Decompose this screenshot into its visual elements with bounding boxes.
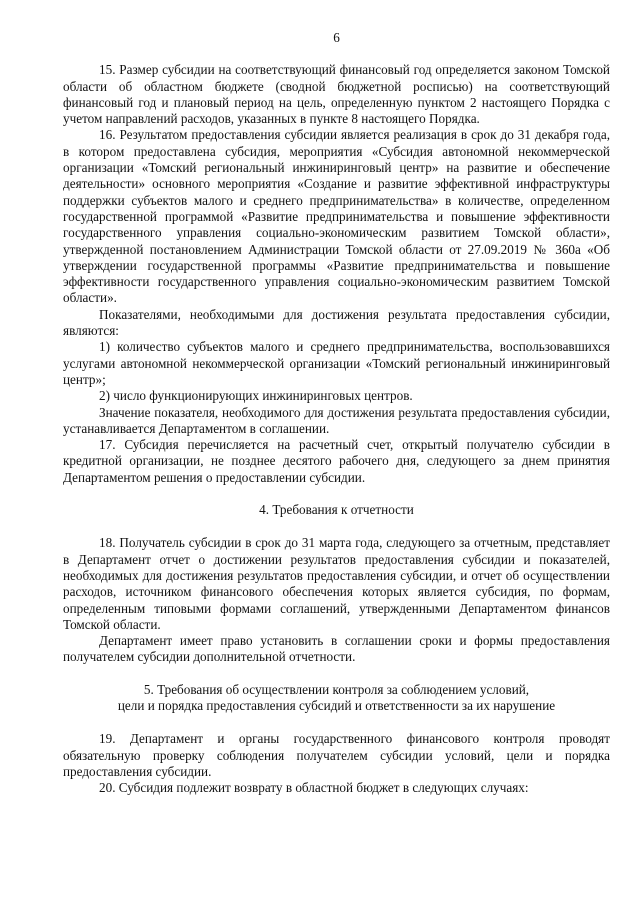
paragraph-16: 16. Результатом предоставления субсидии является реализация в срок до 31 декабря года, в котором предоставлена субсидия, мероприятия «Субсидия автономной некоммерческой организации «Томский региональный инжиниринговый центр» на развитие и обеспечение деятельности» основного мероприятия «Создание и развитие эффективной инфраструктуры поддержки субъектов малого и среднего предпринимательства» в количестве, определенном государственной программой «Развитие предпринимательства и повышение эффективности государственного управления социально-экономическим развитием Томской области», утвержденной постановлением Администрации Томской области от 27.09.2019 № 360а «Об утверждении государственной программы «Развитие предпринимательства и повышение эффективности государственного управления социально-экономическим развитием Томской области». [63,127,610,306]
paragraph-18: 18. Получатель субсидии в срок до 31 марта года, следующего за отчетным, представляет в Департамент отчет о достижении результатов предоставления субсидии и показателей, необходимых для достижения результатов предоставления субсидии, и отчет об осуществлении расходов, источником финансового обеспечения которых является субсидия, по формам, определенным типовыми формами соглашений, утвержденными Департаментом финансов Томской области. [63,535,610,632]
section-5-heading-line-2: цели и порядка предоставления субсидий и ответственности за их нарушение [117,697,556,713]
list-item-1: 1) количество субъектов малого и среднего предпринимательства, воспользовавшихся услугами автономной некоммерческой организации «Томский региональный инжиниринговый центр»; [63,339,610,387]
paragraph-17: 17. Субсидия перечисляется на расчетный счет, открытый получателю субсидии в кредитной организации, не позднее десятого рабочего дня, следующего за днем принятия Департаментом решения о предоставлении субсидии. [63,437,610,485]
paragraph-19: 19. Департамент и органы государственного финансового контроля проводят обязательную проверку соблюдения получателем субсидии условий, цели и порядка предоставления субсидии. [63,731,610,779]
paragraph-indicators-intro: Показателями, необходимыми для достижения результата предоставления субсидии, являются: [63,306,610,339]
section-4-heading: 4. Требования к отчетности [259,502,414,518]
paragraph-indicator-value: Значение показателя, необходимого для достижения результата предоставления субсидии, устанавливается Департаментом в соглашении. [63,404,610,436]
section-5-heading [63,682,610,715]
list-item-2: 2) число функционирующих инжиниринговых центров. [99,388,413,404]
paragraph-15: 15. Размер субсидии на соответствующий финансовый год определяется законом Томской области об областном бюджете (сводной бюджетной росписью) на соответствующий финансовый год и плановый период на цель, определенную пунктом 2 настоящего Порядка с учетом направлений расходов, указанных в пункте 8 настоящего Порядка. [63,62,610,127]
page-number: 6 [333,30,340,45]
paragraph-additional-reporting: Департамент имеет право установить в соглашении сроки и формы предоставления получателем субсидии дополнительной отчетности. [63,633,610,665]
paragraph-20: 20. Субсидия подлежит возврату в областной бюджет в следующих случаях: [99,780,529,796]
section-5-heading-line-1: 5. Требования об осуществлении контроля за соблюдением условий, [143,681,530,697]
